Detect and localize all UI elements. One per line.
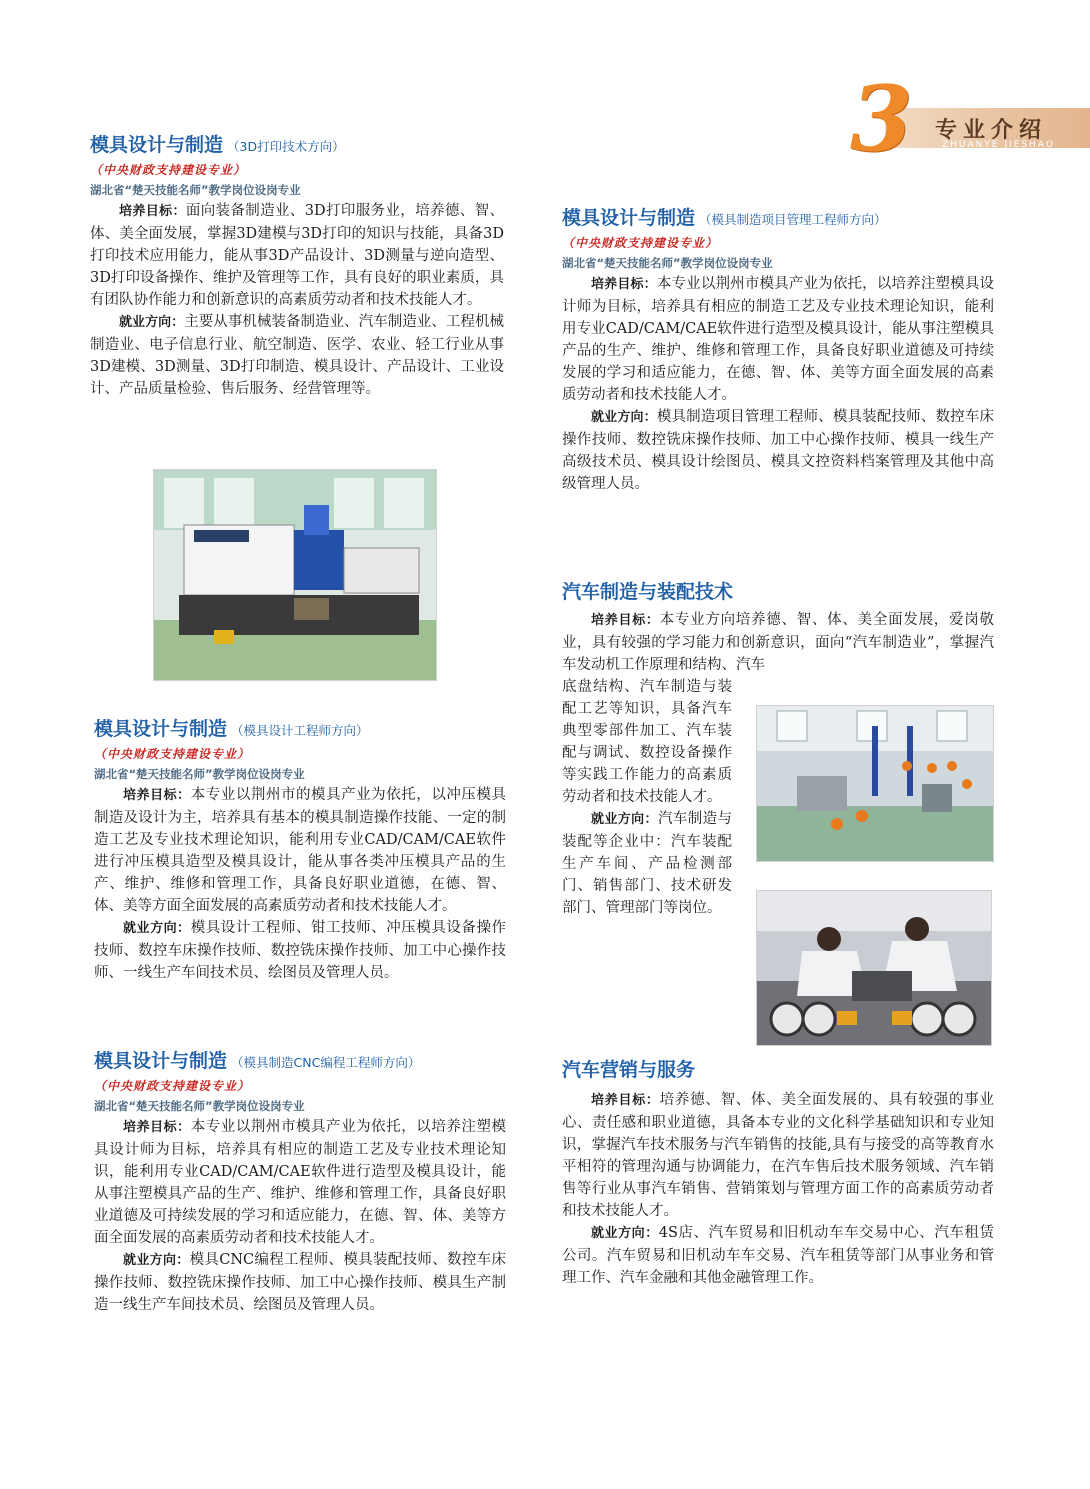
section-mold-project-manager [562,205,994,495]
tag-central-funded: （中央财政支持建设专业） [90,163,247,177]
goal-text: 本专业以荆州市的模具产业为依托，以冲压模具制造及设计为主，培养具有基本的模具制造操作技能、一定的制造工艺及专业技术理论知识，能利用专业CAD/CAM/CAE软件进行冲压模具造型及模具设计，能从事各类冲压模具产品的生产、维护、维修和管理工作，具备良好职业道德，在德、智、体、美等方面全面发展的高素质劳动者和技术技能人才。 [94,787,506,914]
tag-hubei-master: 湖北省“楚天技能名师”教学岗位设岗专业 [562,256,773,270]
section-title [562,205,994,233]
section-title: 汽车营销与服务 [562,1059,696,1081]
goal-label: 培养目标： [591,613,660,628]
training-goal [562,1089,994,1222]
job-label: 就业方向： [591,1226,659,1241]
section-title: 汽车制造与装配技术 [562,581,734,603]
goal-label: 培养目标： [591,1093,660,1108]
section-mold-cnc [94,1048,506,1316]
job-label: 就业方向： [591,812,658,827]
tag-hubei-master: 湖北省“楚天技能名师”教学岗位设岗专业 [94,1099,305,1113]
injection-molding-machine-photo [153,469,437,681]
employment-direction [562,406,994,495]
section-mold-3d-printing [90,132,504,400]
job-text: 主要从事机械装备制造业、汽车制造业、工程机械制造业、电子信息行业、航空制造、医学、农业、轻工行业从事3D建模、3D测量、3D打印制造、模具设计、产品设计、工业设计、产品质量检验、售后服务、经营管理等。 [90,314,504,397]
goal-text-wide: 本专业方向培养德、智、体、美全面发展，爱岗敬业，具有较强的学习能力和创新意识，面向“汽车制造业”，掌握汽车发动机工作原理和结构、汽车 [562,612,994,673]
training-goal-wide [562,609,994,676]
employment-direction [94,917,506,984]
job-label: 就业方向： [123,921,191,936]
training-goal [94,1116,506,1249]
goal-text: 面向装备制造业、3D打印服务业，培养德、智、体、美全面发展，掌握3D建模与3D打印的知识与技能，具备3D打印技术应用能力，能从事3D产品设计、3D测量与逆向造型、3D打印设备操作、维护及管理等工作，具有良好的职业素质，具有团队协作能力和创新意识的高素质劳动者和技术技能人才。 [90,203,504,308]
auto-assembly-workshop-icon [757,706,993,861]
job-label: 就业方向： [119,315,185,330]
tag-hubei-master: 湖北省“楚天技能名师”教学岗位设岗专业 [90,183,301,197]
engine-practice-photo [756,890,992,1046]
auto-workshop-photo [756,705,994,862]
chapter-subtitle: ZHUANYE JIESHAO [942,140,1056,150]
tag-central-funded: （中央财政支持建设专业） [562,236,719,250]
training-goal [94,784,506,917]
title-direction: （模具设计工程师方向） [231,723,369,738]
job-text: 模具CNC编程工程师、模具装配技师、数控车床操作技师、数控铣床操作技师、加工中心操作技师、模具生产制造一线生产车间技术员、绘图员及管理人员。 [94,1252,506,1313]
employment-direction [90,311,504,400]
training-goal-narrow: 底盘结构、汽车制造与装配工艺等知识，具备汽车典型零部件加工、汽车装配与调试、数控设备操作等实践工作能力的高素质劳动者和技术技能人才。 [562,679,732,805]
tag-central-funded: （中央财政支持建设专业） [94,1079,251,1093]
title-main: 模具设计与制造 [562,207,696,229]
section-auto-marketing [562,1057,994,1289]
title-direction: （模具制造项目管理工程师方向） [699,212,887,227]
job-text: 4S店、汽车贸易和旧机动车车交易中心、汽车租赁公司。汽车贸易和旧机动车车交易、汽车租赁等部门从事业务和管理工作、汽车金融和其他金融管理工作。 [562,1225,994,1286]
employment-direction [562,808,732,919]
training-goal [562,273,994,406]
section-title [94,716,506,744]
goal-label: 培养目标： [123,1120,191,1135]
training-goal [90,200,504,311]
goal-label: 培养目标： [591,277,657,292]
tag-central-funded: （中央财政支持建设专业） [94,747,251,761]
job-text: 模具制造项目管理工程师、模具装配技师、数控车床操作技师、数控铣床操作技师、加工中心操作技师、模具一线生产高级技术员、模具设计绘图员、模具文控资料档案管理及其他中高级管理人员。 [562,409,994,492]
goal-text: 培养德、智、体、美全面发展的、具有较强的事业心、责任感和职业道德，具备本专业的文化科学基础知识和专业知识，掌握汽车技术服务与汽车销售的技能,具有与接受的高等教育水平相符的管理沟通与协调能力，在汽车售后技术服务领域、汽车销售等行业从事汽车销售、营销策划与管理方面工作的高素质劳动者和技术技能人才。 [562,1092,994,1219]
job-text: 汽车制造与装配等企业中：汽车装配生产车间、产品检测部门、销售部门、技术研发部门、管理部门等岗位。 [562,811,732,916]
section-mold-designer [94,716,506,984]
title-main: 模具设计与制造 [94,1050,228,1072]
chapter-title: 专业介绍 [935,118,1048,143]
chapter-number: 3 [850,66,913,172]
title-direction: （模具制造CNC编程工程师方向） [231,1055,421,1070]
employment-direction [562,1222,994,1289]
employment-direction [94,1249,506,1316]
title-main: 模具设计与制造 [90,134,224,156]
job-text: 模具设计工程师、钳工技师、冲压模具设备操作技师、数控车床操作技师、数控铣床操作技师、加工中心操作技师、一线生产车间技术员、绘图员及管理人员。 [94,920,506,981]
goal-text: 本专业以荆州市模具产业为依托，以培养注塑模具设计师为目标，培养具有相应的制造工艺及专业技术理论知识，能利用专业CAD/CAM/CAE软件进行造型及模具设计，能从事注塑模具产品的生产、维护、维修和管理工作，具备良好职业道德及可持续发展的学习和适应能力，在德、智、体、美等方面全面发展的高素质劳动者和技术技能人才。 [94,1119,506,1246]
title-main: 模具设计与制造 [94,718,228,740]
chapter-header [850,66,1090,172]
tag-hubei-master: 湖北省“楚天技能名师”教学岗位设岗专业 [94,767,305,781]
job-label: 就业方向： [591,410,657,425]
goal-label: 培养目标： [119,204,186,219]
section-title [94,1048,506,1076]
job-label: 就业方向： [123,1253,190,1268]
students-working-on-engine-icon [757,891,991,1045]
goal-text: 本专业以荆州市模具产业为依托，以培养注塑模具设计师为目标，培养具有相应的制造工艺及专业技术理论知识，能利用专业CAD/CAM/CAE软件进行造型及模具设计，能从事注塑模具产品的生产、维护、维修和管理工作，具备良好职业道德及可持续发展的学习和适应能力，在德、智、体、美等方面全面发展的高素质劳动者和技术技能人才。 [562,276,994,403]
goal-label: 培养目标： [123,788,191,803]
section-title [90,132,504,160]
title-direction: （3D打印技术方向） [227,139,345,154]
injection-molding-machine-icon [154,470,436,680]
